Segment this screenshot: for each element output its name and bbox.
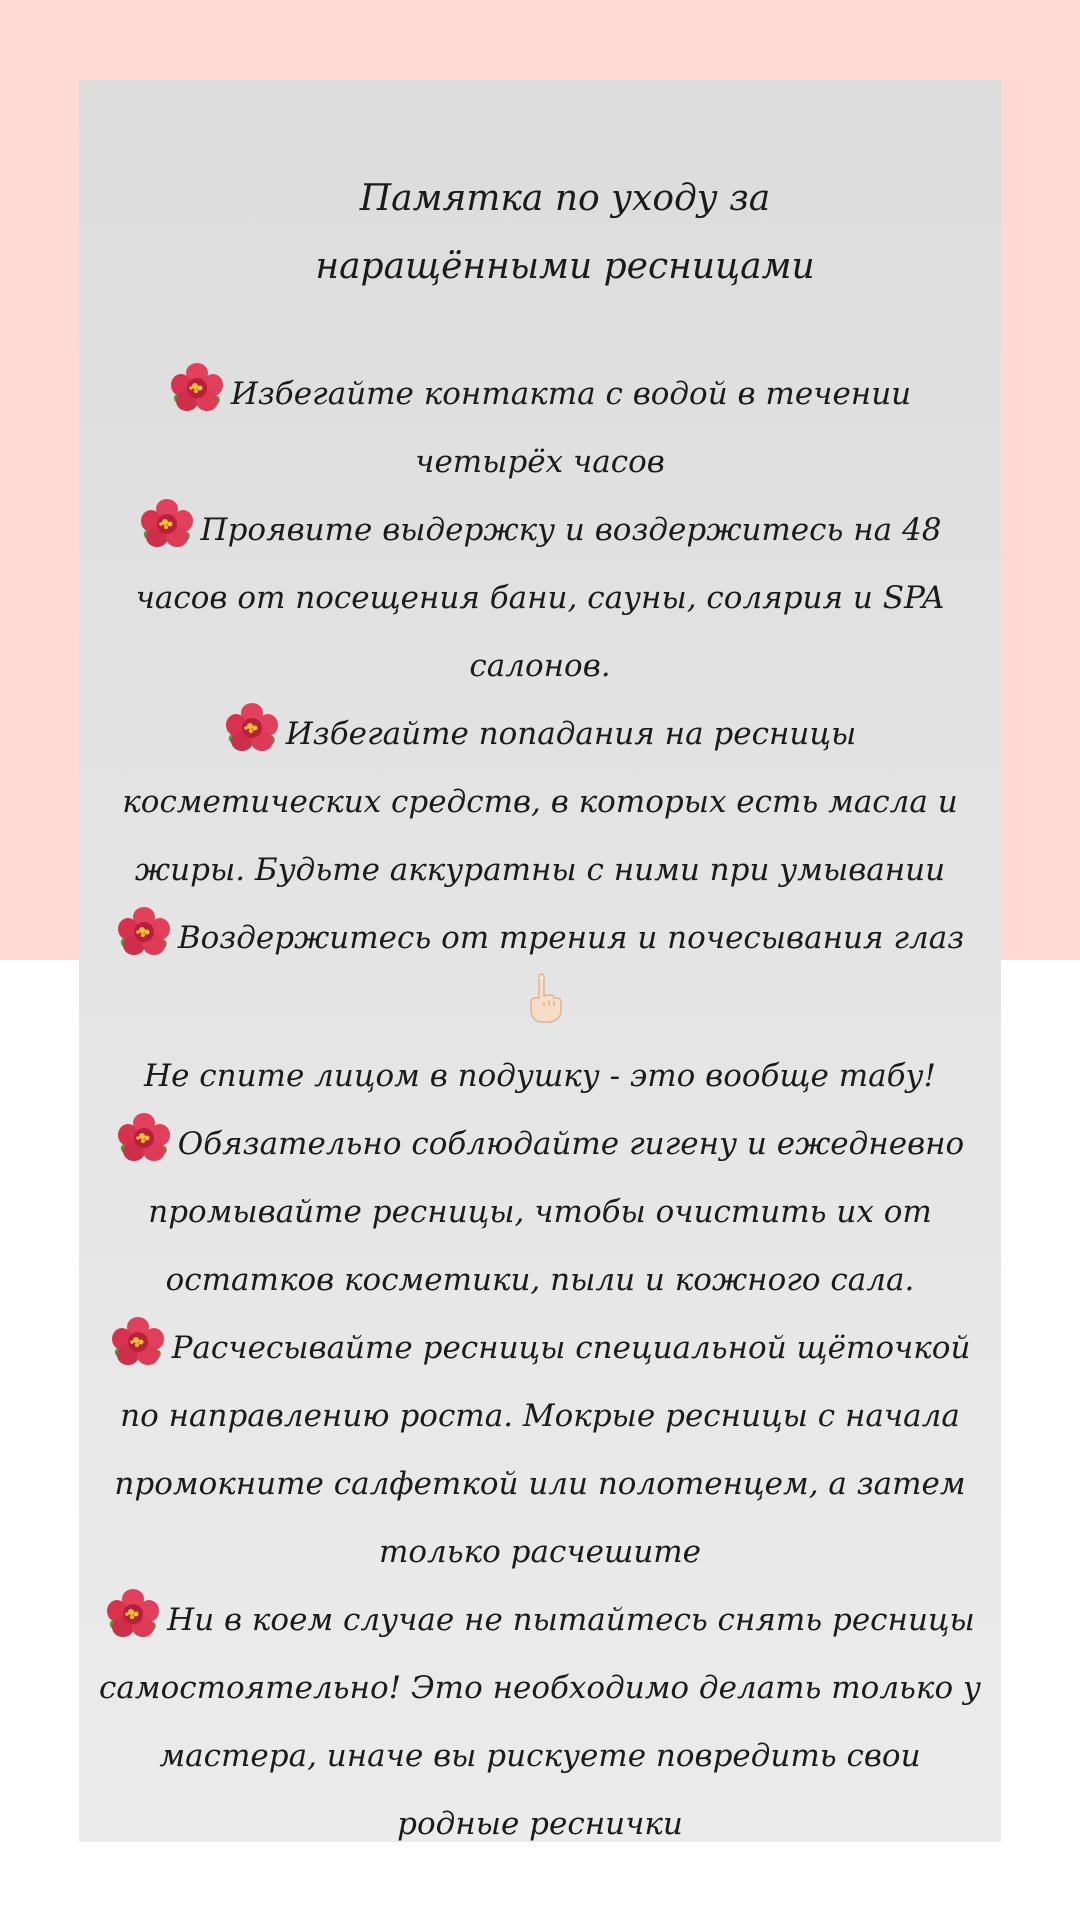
hibiscus-flower-icon (116, 1110, 172, 1166)
tip-item-6 (99, 1314, 981, 1586)
hibiscus-flower-icon (169, 360, 225, 416)
tip-item-1 (99, 360, 981, 496)
hibiscus-flower-icon (105, 1586, 161, 1642)
memo-card (79, 80, 1001, 1842)
tip-text: Расчесывайте ресницы специальной щёточкой по направлению роста. Мокрые ресницы с начала промокните салфеткой или полотенцем, а затем только расчешите (114, 1330, 971, 1570)
tip-item-5 (99, 1110, 981, 1314)
index-pointing-up-icon (522, 972, 566, 1024)
tip-note: Не спите лицом в подушку - это вообще табу! (144, 1058, 936, 1094)
tip-text: Обязательно соблюдайте гигену и ежедневно промывайте ресницы, чтобы очистить их от остатков косметики, пыли и кожного сала. (148, 1126, 965, 1298)
tip-item-2 (99, 496, 981, 700)
tip-item-7 (99, 1586, 981, 1858)
tip-text: Избегайте контакта с водой в течении четырёх часов (230, 376, 912, 480)
tip-text: Проявите выдержку и воздержитесь на 48 часов от посещения бани, сауны, солярия и SPA салонов. (135, 512, 945, 684)
hibiscus-flower-icon (110, 1314, 166, 1370)
tip-item-4 (99, 904, 981, 1110)
hibiscus-flower-icon (116, 904, 172, 960)
page-title: Памятка по уходу за наращёнными ресницами (315, 178, 815, 287)
hibiscus-flower-icon (224, 700, 280, 756)
tip-item-3 (99, 700, 981, 904)
tip-text: Воздержитесь от трения и почесывания глаз (177, 920, 965, 956)
tips-list (99, 360, 981, 1858)
tip-text: Ни в коем случае не пытайтесь снять ресницы самостоятельно! Это необходимо делать только у мастера, иначе вы рискуете повредить свои родные реснички (99, 1602, 981, 1842)
hibiscus-flower-icon (139, 496, 195, 552)
tip-text: Избегайте попадания на ресницы косметических средств, в которых есть масла и жиры. Будьте аккуратны с ними при умывании (122, 716, 958, 888)
